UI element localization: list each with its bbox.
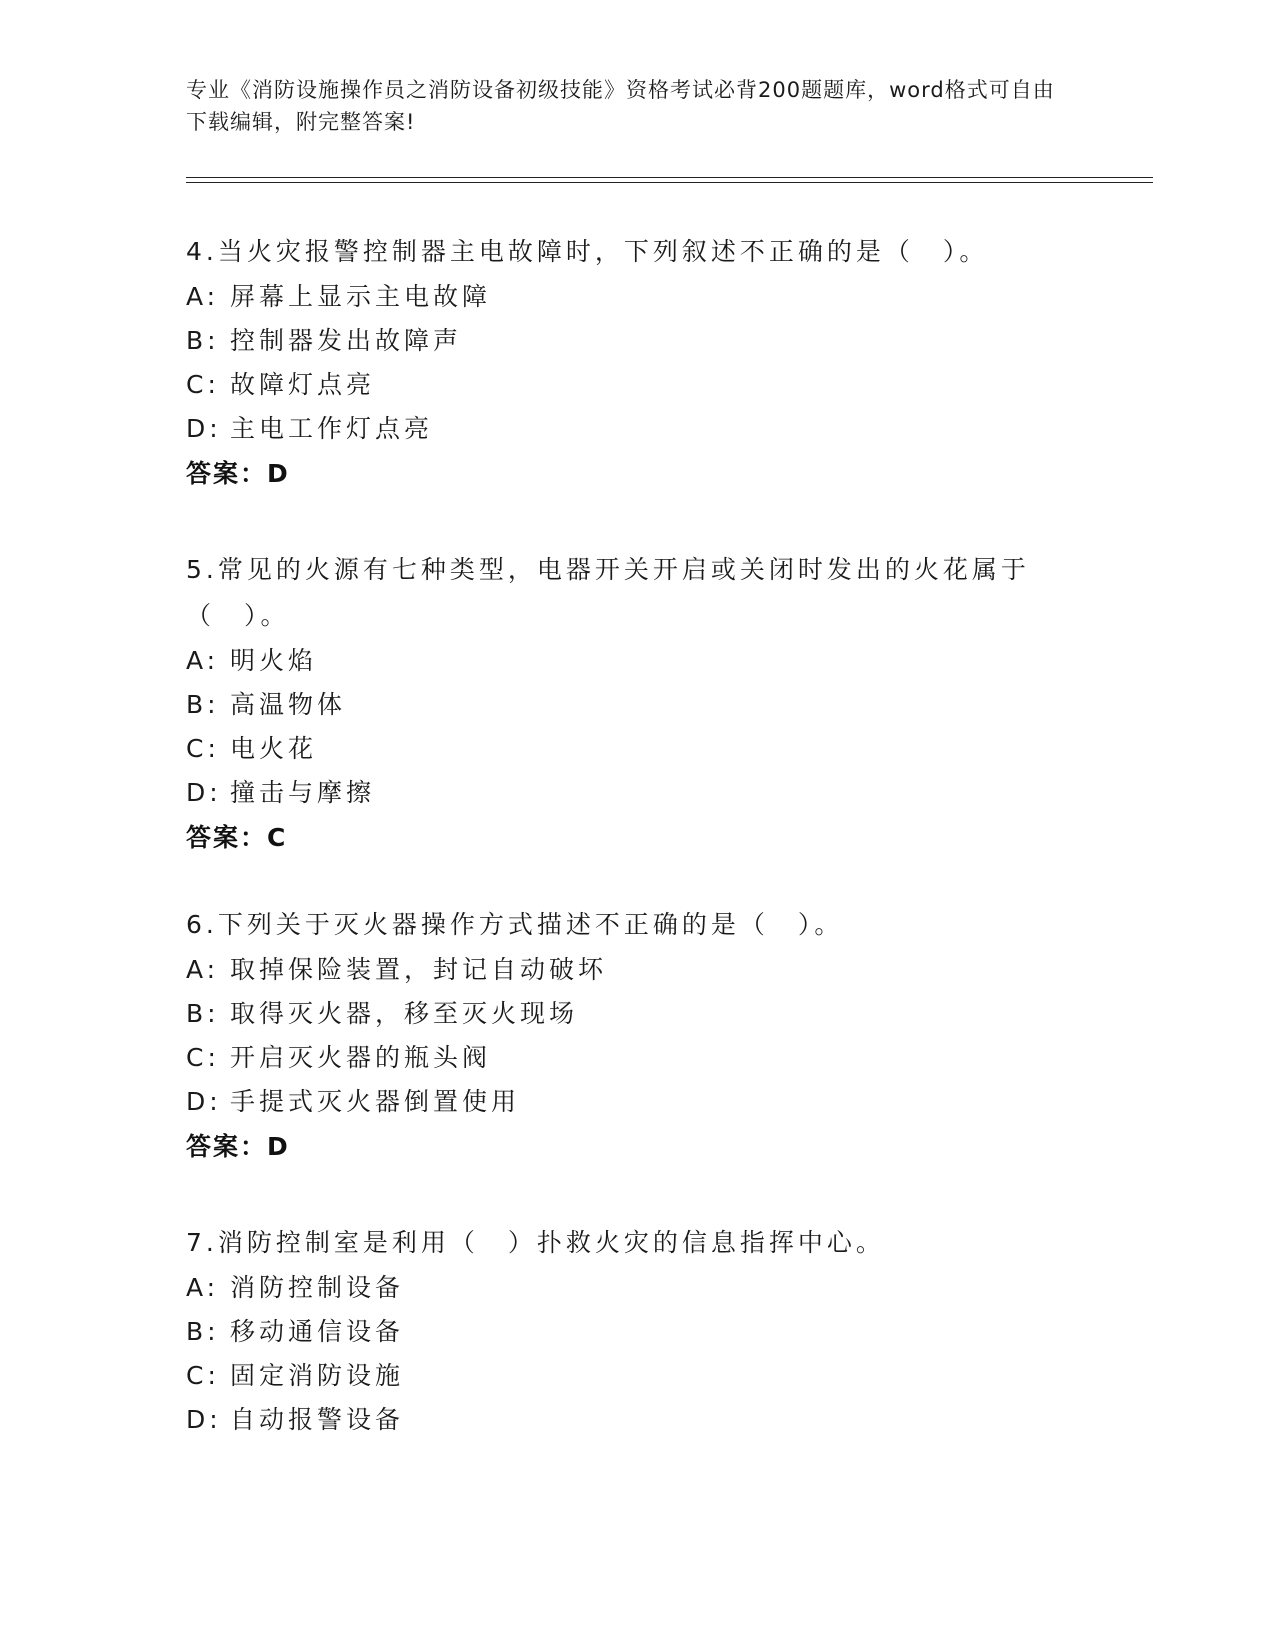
option-key: D: bbox=[186, 1405, 222, 1434]
option-text: 取得灭火器，移至灭火现场 bbox=[230, 999, 579, 1028]
option-text: 故障灯点亮 bbox=[230, 370, 376, 399]
question-4 bbox=[186, 229, 1086, 497]
question-stem: 5.常见的火源有七种类型，电器开关开启或关闭时发出的火花属于（ ）。 bbox=[186, 555, 1030, 630]
option-key: C: bbox=[186, 1361, 220, 1390]
document-header: 专业《消防设施操作员之消防设备初级技能》资格考试必背200题题库，word格式可自由下载编辑，附完整答案! bbox=[186, 78, 1055, 134]
option-a bbox=[186, 948, 1086, 992]
option-b bbox=[186, 992, 1086, 1036]
option-key: A: bbox=[186, 282, 220, 311]
question-stem: 6.下列关于灭火器操作方式描述不正确的是（ ）。 bbox=[186, 910, 844, 939]
option-b bbox=[186, 319, 1086, 363]
option-text: 屏幕上显示主电故障 bbox=[230, 282, 492, 311]
option-key: D: bbox=[186, 778, 222, 807]
answer-line: 答案：D bbox=[186, 459, 290, 488]
answer-line: 答案：D bbox=[186, 1132, 290, 1161]
option-c bbox=[186, 1354, 1086, 1398]
option-c bbox=[186, 363, 1086, 407]
question-5 bbox=[186, 547, 1086, 861]
answer-line: 答案：C bbox=[186, 823, 288, 852]
option-a bbox=[186, 1266, 1086, 1310]
option-a bbox=[186, 275, 1086, 319]
option-key: B: bbox=[186, 999, 220, 1028]
option-text: 控制器发出故障声 bbox=[230, 326, 463, 355]
option-key: B: bbox=[186, 690, 220, 719]
option-text: 消防控制设备 bbox=[230, 1273, 405, 1302]
option-b bbox=[186, 683, 1086, 727]
option-text: 移动通信设备 bbox=[230, 1317, 405, 1346]
option-text: 撞击与摩擦 bbox=[230, 778, 376, 807]
option-text: 取掉保险装置，封记自动破坏 bbox=[230, 955, 608, 984]
option-key: C: bbox=[186, 1043, 220, 1072]
option-text: 主电工作灯点亮 bbox=[230, 414, 434, 443]
option-text: 电火花 bbox=[230, 734, 318, 763]
question-7 bbox=[186, 1220, 1086, 1442]
option-text: 手提式灭火器倒置使用 bbox=[230, 1087, 521, 1116]
question-stem: 7.消防控制室是利用（ ）扑救火灾的信息指挥中心。 bbox=[186, 1228, 885, 1257]
option-key: D: bbox=[186, 414, 222, 443]
option-a bbox=[186, 639, 1086, 683]
header-rule-top bbox=[186, 177, 1153, 178]
option-text: 固定消防设施 bbox=[230, 1361, 405, 1390]
option-b bbox=[186, 1310, 1086, 1354]
question-6 bbox=[186, 902, 1086, 1170]
option-key: C: bbox=[186, 370, 220, 399]
option-d bbox=[186, 771, 1086, 815]
option-key: D: bbox=[186, 1087, 222, 1116]
option-d bbox=[186, 1080, 1086, 1124]
option-text: 开启灭火器的瓶头阀 bbox=[230, 1043, 492, 1072]
option-d bbox=[186, 407, 1086, 451]
option-key: A: bbox=[186, 646, 220, 675]
option-key: B: bbox=[186, 1317, 220, 1346]
header-rule-bottom bbox=[186, 182, 1153, 183]
option-text: 明火焰 bbox=[230, 646, 318, 675]
option-key: B: bbox=[186, 326, 220, 355]
question-stem: 4.当火灾报警控制器主电故障时，下列叙述不正确的是（ ）。 bbox=[186, 237, 989, 266]
option-key: C: bbox=[186, 734, 220, 763]
option-text: 自动报警设备 bbox=[230, 1405, 405, 1434]
option-d bbox=[186, 1398, 1086, 1442]
option-key: A: bbox=[186, 955, 220, 984]
option-c bbox=[186, 727, 1086, 771]
option-c bbox=[186, 1036, 1086, 1080]
option-text: 高温物体 bbox=[230, 690, 347, 719]
option-key: A: bbox=[186, 1273, 220, 1302]
